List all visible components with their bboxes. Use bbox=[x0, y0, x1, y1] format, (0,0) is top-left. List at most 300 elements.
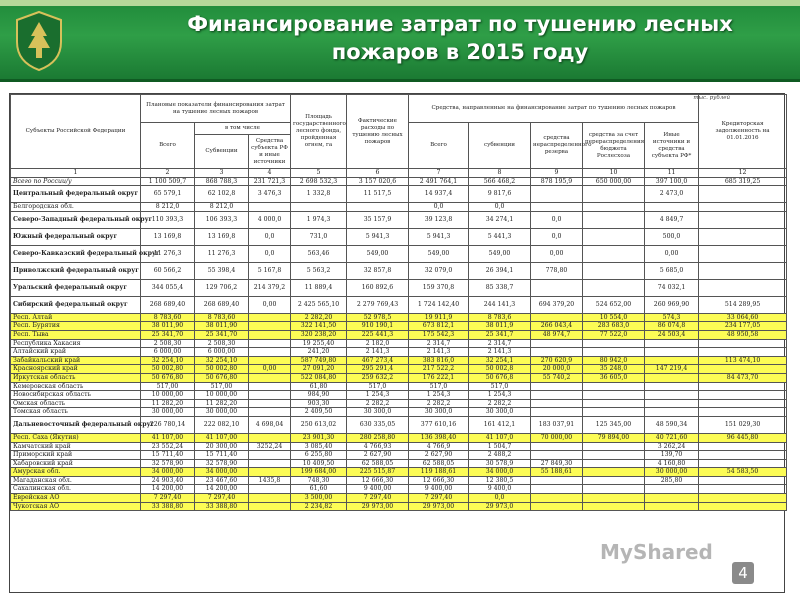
table-cell bbox=[583, 245, 645, 262]
column-number-row bbox=[11, 169, 787, 178]
table-row bbox=[11, 228, 787, 245]
table-cell bbox=[583, 339, 645, 348]
table-cell bbox=[699, 391, 787, 400]
column-number: 6 bbox=[347, 169, 409, 178]
table-cell: 11 276,3 bbox=[195, 245, 249, 262]
table-cell: 27 091,20 bbox=[291, 365, 347, 374]
table-cell: 113 474,10 bbox=[699, 356, 787, 365]
row-subject-name: Центральный федеральный округ bbox=[11, 186, 141, 203]
table-cell: 2 491 764,1 bbox=[409, 177, 469, 186]
table-cell: 23 901,30 bbox=[291, 433, 347, 442]
table-cell bbox=[531, 451, 583, 460]
table-cell: 25 341,70 bbox=[195, 330, 249, 339]
table-cell bbox=[249, 399, 291, 408]
table-cell bbox=[699, 494, 787, 503]
table-cell bbox=[249, 356, 291, 365]
watermark-logo: MyShared bbox=[600, 540, 713, 564]
table-cell: 1 254,3 bbox=[409, 391, 469, 400]
table-cell: 34 000,0 bbox=[469, 468, 531, 477]
page-number: 4 bbox=[732, 562, 754, 584]
table-cell: 30 300,0 bbox=[469, 408, 531, 417]
table-cell: 903,30 bbox=[291, 399, 347, 408]
col-subvention: Субвенции bbox=[195, 135, 249, 169]
table-cell: 2 282,2 bbox=[409, 399, 469, 408]
slide-title-line-1: Финансирование затрат по тушению лесных bbox=[187, 12, 733, 36]
table-cell bbox=[645, 502, 699, 511]
table-cell: 84 473,70 bbox=[699, 373, 787, 382]
table-cell: 29 973,0 bbox=[469, 502, 531, 511]
table-cell: 574,3 bbox=[645, 313, 699, 322]
table-cell: 517,0 bbox=[347, 382, 409, 391]
table-cell: 55 188,61 bbox=[531, 468, 583, 477]
table-cell bbox=[645, 356, 699, 365]
table-cell: 14 200,00 bbox=[141, 485, 195, 494]
table-cell: 41 107,00 bbox=[195, 433, 249, 442]
slide-header bbox=[0, 0, 800, 82]
table-cell: 23 467,60 bbox=[195, 476, 249, 485]
table-cell: 0,0 bbox=[469, 203, 531, 212]
table-cell: 14 200,00 bbox=[195, 485, 249, 494]
table-cell: 23 552,24 bbox=[141, 442, 195, 451]
table-cell: 70 000,00 bbox=[531, 433, 583, 442]
table-cell: 13 169,8 bbox=[141, 228, 195, 245]
row-subject-name: Респ. Тыва bbox=[11, 330, 141, 339]
table-row bbox=[11, 313, 787, 322]
table-cell: 159 370,8 bbox=[409, 279, 469, 296]
table-cell: 2 425 565,10 bbox=[291, 296, 347, 313]
table-cell: 32 079,0 bbox=[409, 262, 469, 279]
row-subject-name: Приволжский федеральный округ bbox=[11, 262, 141, 279]
table-cell: 52 978,5 bbox=[347, 313, 409, 322]
table-row bbox=[11, 433, 787, 442]
table-cell: 6 000,00 bbox=[141, 348, 195, 357]
table-cell: 60 566,2 bbox=[141, 262, 195, 279]
table-cell: 32 578,90 bbox=[141, 459, 195, 468]
table-cell: 183 037,91 bbox=[531, 416, 583, 433]
table-cell bbox=[531, 502, 583, 511]
table-row bbox=[11, 494, 787, 503]
col-total: Всего bbox=[141, 123, 195, 169]
table-cell: 2 698 532,3 bbox=[291, 177, 347, 186]
table-cell: 34 000,00 bbox=[195, 468, 249, 477]
table-cell: 8 212,0 bbox=[195, 203, 249, 212]
row-subject-name: Всего по России/у bbox=[11, 177, 141, 186]
table-cell: 2 473,0 bbox=[645, 186, 699, 203]
table-cell: 5 167,8 bbox=[249, 262, 291, 279]
table-cell bbox=[583, 502, 645, 511]
table-cell: 38 011,90 bbox=[195, 322, 249, 331]
table-cell bbox=[583, 382, 645, 391]
table-cell: 910 190,1 bbox=[347, 322, 409, 331]
table-cell: 549,00 bbox=[469, 245, 531, 262]
table-cell: 6 255,80 bbox=[291, 451, 347, 460]
table-cell: 10 554,0 bbox=[583, 313, 645, 322]
table-cell: 27 849,30 bbox=[531, 459, 583, 468]
table-row bbox=[11, 391, 787, 400]
table-cell: 30 000,00 bbox=[195, 408, 249, 417]
table-cell: 259 632,2 bbox=[347, 373, 409, 382]
table-cell bbox=[249, 330, 291, 339]
table-cell: 3 500,00 bbox=[291, 494, 347, 503]
finance-table-container bbox=[9, 93, 785, 593]
table-cell bbox=[249, 322, 291, 331]
table-cell: 467 273,4 bbox=[347, 356, 409, 365]
table-cell: 10 000,00 bbox=[141, 391, 195, 400]
table-cell: 80 942,0 bbox=[583, 356, 645, 365]
table-cell: 4 766,9 bbox=[409, 442, 469, 451]
table-cell: 5 941,3 bbox=[347, 228, 409, 245]
table-cell: 1 100 509,7 bbox=[141, 177, 195, 186]
table-cell bbox=[531, 279, 583, 296]
table-cell: 29 973,00 bbox=[347, 502, 409, 511]
column-number: 10 bbox=[583, 169, 645, 178]
table-cell bbox=[699, 262, 787, 279]
table-cell: 383 816,0 bbox=[409, 356, 469, 365]
table-cell bbox=[531, 382, 583, 391]
table-cell: 5 941,3 bbox=[409, 228, 469, 245]
table-row bbox=[11, 459, 787, 468]
table-cell: 868 788,3 bbox=[195, 177, 249, 186]
table-cell: 10 409,50 bbox=[291, 459, 347, 468]
table-cell: 673 812,1 bbox=[409, 322, 469, 331]
table-cell: 5 685,0 bbox=[645, 262, 699, 279]
col-spent-subvention: субвенции bbox=[469, 123, 531, 169]
table-cell: 0,0 bbox=[249, 228, 291, 245]
units-label: тыс. рублей bbox=[693, 95, 730, 101]
table-cell: 25 341,7 bbox=[469, 330, 531, 339]
table-row bbox=[11, 399, 787, 408]
table-cell: 1 332,8 bbox=[291, 186, 347, 203]
table-cell bbox=[531, 391, 583, 400]
row-subject-name: Северо-Кавказский федеральный округ bbox=[11, 245, 141, 262]
table-cell: 1 254,3 bbox=[347, 391, 409, 400]
table-row bbox=[11, 416, 787, 433]
table-cell: 225 515,87 bbox=[347, 468, 409, 477]
row-subject-name: Омская область bbox=[11, 399, 141, 408]
table-cell: 119 188,61 bbox=[409, 468, 469, 477]
table-cell: 61,60 bbox=[291, 485, 347, 494]
table-cell: 32 578,90 bbox=[195, 459, 249, 468]
table-row bbox=[11, 177, 787, 186]
table-cell: 11 282,20 bbox=[141, 399, 195, 408]
table-row bbox=[11, 279, 787, 296]
table-cell bbox=[531, 339, 583, 348]
table-cell: 79 894,00 bbox=[583, 433, 645, 442]
table-cell: 241,20 bbox=[291, 348, 347, 357]
table-cell bbox=[583, 211, 645, 228]
row-subject-name: Алтайский край bbox=[11, 348, 141, 357]
table-cell: 587 749,80 bbox=[291, 356, 347, 365]
table-cell: 36 605,0 bbox=[583, 373, 645, 382]
table-cell: 9 817,6 bbox=[469, 186, 531, 203]
table-cell: 0,00 bbox=[531, 245, 583, 262]
row-subject-name: Новосибирская область bbox=[11, 391, 141, 400]
table-cell: 61,80 bbox=[291, 382, 347, 391]
table-cell bbox=[249, 373, 291, 382]
table-cell: 285,80 bbox=[645, 476, 699, 485]
table-cell: 244 141,3 bbox=[469, 296, 531, 313]
table-cell bbox=[699, 442, 787, 451]
table-cell: 50 676,8 bbox=[469, 373, 531, 382]
table-cell: 48 950,58 bbox=[699, 330, 787, 339]
row-subject-name: Северо-Западный федеральный округ bbox=[11, 211, 141, 228]
table-cell: 1 724 142,40 bbox=[409, 296, 469, 313]
table-cell: 136 398,40 bbox=[409, 433, 469, 442]
table-row bbox=[11, 330, 787, 339]
column-number: 11 bbox=[645, 169, 699, 178]
table-cell: 35 157,9 bbox=[347, 211, 409, 228]
row-subject-name: Дальневосточный федеральный округ bbox=[11, 416, 141, 433]
table-cell bbox=[583, 399, 645, 408]
table-cell: 139,70 bbox=[645, 451, 699, 460]
table-cell: 4 849,7 bbox=[645, 211, 699, 228]
table-cell: 85 338,7 bbox=[469, 279, 531, 296]
table-cell: 231 721,3 bbox=[249, 177, 291, 186]
table-cell: 34 000,00 bbox=[141, 468, 195, 477]
col-spent-total: Всего bbox=[409, 123, 469, 169]
table-cell bbox=[699, 245, 787, 262]
table-row bbox=[11, 203, 787, 212]
table-cell: 2 282,20 bbox=[291, 313, 347, 322]
table-cell bbox=[249, 313, 291, 322]
table-cell: 147 219,4 bbox=[645, 365, 699, 374]
table-cell bbox=[347, 203, 409, 212]
table-cell: 11 282,20 bbox=[195, 399, 249, 408]
table-cell bbox=[583, 468, 645, 477]
col-debt: Кредиторская задолженность на 01.01.2016 bbox=[699, 95, 787, 169]
table-cell: 14 937,4 bbox=[409, 186, 469, 203]
table-cell bbox=[583, 442, 645, 451]
table-cell: 176 222,1 bbox=[409, 373, 469, 382]
table-cell: 222 082,10 bbox=[195, 416, 249, 433]
table-cell: 500,0 bbox=[645, 228, 699, 245]
table-cell: 77 522,0 bbox=[583, 330, 645, 339]
table-cell: 125 345,00 bbox=[583, 416, 645, 433]
table-cell bbox=[531, 399, 583, 408]
table-cell: 86 074,8 bbox=[645, 322, 699, 331]
table-cell: 250 613,02 bbox=[291, 416, 347, 433]
column-number: 1 bbox=[11, 169, 141, 178]
table-cell: 517,0 bbox=[409, 382, 469, 391]
row-subject-name: Респ. Бурятия bbox=[11, 322, 141, 331]
column-number: 8 bbox=[469, 169, 531, 178]
table-cell: 1 504,7 bbox=[469, 442, 531, 451]
table-cell bbox=[583, 494, 645, 503]
col-other: Иные источники и средства субъекта РФ* bbox=[645, 123, 699, 169]
table-cell bbox=[699, 476, 787, 485]
table-cell: 2 141,3 bbox=[469, 348, 531, 357]
row-subject-name: Приморский край bbox=[11, 451, 141, 460]
table-cell: 55 740,2 bbox=[531, 373, 583, 382]
row-subject-name: Амурская обл. bbox=[11, 468, 141, 477]
table-cell: 524 652,00 bbox=[583, 296, 645, 313]
table-cell: 984,90 bbox=[291, 391, 347, 400]
column-number: 12 bbox=[699, 169, 787, 178]
table-cell: 2 141,3 bbox=[409, 348, 469, 357]
table-cell bbox=[249, 451, 291, 460]
table-cell: 10 000,00 bbox=[195, 391, 249, 400]
table-cell: 522 084,80 bbox=[291, 373, 347, 382]
table-cell bbox=[699, 211, 787, 228]
row-subject-name: Чукотская АО bbox=[11, 502, 141, 511]
table-cell: 8 783,60 bbox=[141, 313, 195, 322]
table-row bbox=[11, 339, 787, 348]
table-cell: 26 394,1 bbox=[469, 262, 531, 279]
table-cell bbox=[291, 203, 347, 212]
table-cell bbox=[583, 186, 645, 203]
table-cell bbox=[249, 468, 291, 477]
table-cell: 8 212,0 bbox=[141, 203, 195, 212]
table-cell: 9 400,00 bbox=[347, 485, 409, 494]
table-cell: 344 055,4 bbox=[141, 279, 195, 296]
table-cell: 12 666,30 bbox=[347, 476, 409, 485]
row-subject-name: Респ. Саха (Якутия) bbox=[11, 433, 141, 442]
table-cell: 225 441,3 bbox=[347, 330, 409, 339]
table-cell: 11 517,5 bbox=[347, 186, 409, 203]
table-cell: 48 974,7 bbox=[531, 330, 583, 339]
table-cell bbox=[645, 382, 699, 391]
column-number: 5 bbox=[291, 169, 347, 178]
table-cell: 11 276,3 bbox=[141, 245, 195, 262]
table-cell: 2 314,7 bbox=[409, 339, 469, 348]
table-cell bbox=[249, 502, 291, 511]
table-cell: 160 892,6 bbox=[347, 279, 409, 296]
table-row bbox=[11, 451, 787, 460]
table-cell: 3 085,40 bbox=[291, 442, 347, 451]
row-subject-name: Уральский федеральный округ bbox=[11, 279, 141, 296]
table-cell bbox=[531, 494, 583, 503]
table-cell: 29 973,00 bbox=[409, 502, 469, 511]
table-cell: 566 468,2 bbox=[469, 177, 531, 186]
table-cell bbox=[583, 279, 645, 296]
table-cell: 2 508,30 bbox=[141, 339, 195, 348]
table-cell: 7 297,40 bbox=[409, 494, 469, 503]
table-cell: 2 488,2 bbox=[469, 451, 531, 460]
table-cell: 151 029,30 bbox=[699, 416, 787, 433]
table-cell: 2 627,90 bbox=[347, 451, 409, 460]
table-cell bbox=[583, 408, 645, 417]
table-row bbox=[11, 356, 787, 365]
table-cell: 563,46 bbox=[291, 245, 347, 262]
row-subject-name: Магаданская обл. bbox=[11, 476, 141, 485]
table-cell: 778,80 bbox=[531, 262, 583, 279]
table-cell: 11 889,4 bbox=[291, 279, 347, 296]
table-cell: 9 400,00 bbox=[409, 485, 469, 494]
table-cell: 377 610,16 bbox=[409, 416, 469, 433]
table-cell: 2 314,7 bbox=[469, 339, 531, 348]
header-stripe bbox=[0, 0, 800, 6]
table-cell bbox=[531, 313, 583, 322]
col-subject-funds: Средства субъекта РФ и иные источники bbox=[249, 135, 291, 169]
column-number: 9 bbox=[531, 169, 583, 178]
table-cell: 280 258,80 bbox=[347, 433, 409, 442]
table-cell: 2 627,90 bbox=[409, 451, 469, 460]
table-cell bbox=[699, 399, 787, 408]
table-cell: 226 780,14 bbox=[141, 416, 195, 433]
table-cell: 12 666,30 bbox=[409, 476, 469, 485]
table-cell bbox=[531, 442, 583, 451]
table-cell: 217 522,2 bbox=[409, 365, 469, 374]
table-cell: 32 254,10 bbox=[141, 356, 195, 365]
col-subject: Субъекты Российской Федерации bbox=[11, 95, 141, 169]
table-cell: 517,00 bbox=[195, 382, 249, 391]
table-cell: 517,00 bbox=[141, 382, 195, 391]
table-cell bbox=[645, 408, 699, 417]
table-cell: 129 706,2 bbox=[195, 279, 249, 296]
table-cell: 32 254,1 bbox=[469, 356, 531, 365]
table-row bbox=[11, 211, 787, 228]
table-cell: 62 588,05 bbox=[409, 459, 469, 468]
table-cell: 175 542,3 bbox=[409, 330, 469, 339]
table-row bbox=[11, 373, 787, 382]
table-cell bbox=[249, 494, 291, 503]
table-cell: 30 000,00 bbox=[141, 408, 195, 417]
table-cell bbox=[699, 365, 787, 374]
table-cell: 0,0 bbox=[249, 245, 291, 262]
col-redistribution: средства за счет перераспределения бюджета Рослесхоза bbox=[583, 123, 645, 169]
table-cell: 40 721,60 bbox=[645, 433, 699, 442]
table-cell bbox=[699, 279, 787, 296]
table-cell: 4 698,04 bbox=[249, 416, 291, 433]
col-actual: Фактические расходы по тушению лесных пожаров bbox=[347, 95, 409, 169]
table-cell: 2 279 769,43 bbox=[347, 296, 409, 313]
table-cell: 878 195,9 bbox=[531, 177, 583, 186]
table-cell: 30 000,00 bbox=[645, 468, 699, 477]
forestry-emblem-icon bbox=[14, 10, 64, 72]
table-row bbox=[11, 296, 787, 313]
table-cell: 38 011,90 bbox=[141, 322, 195, 331]
table-cell: 12 380,5 bbox=[469, 476, 531, 485]
table-cell: 5 441,3 bbox=[469, 228, 531, 245]
table-cell: 3 262,24 bbox=[645, 442, 699, 451]
slide-title-line-2: пожаров в 2015 году bbox=[331, 40, 589, 64]
table-row bbox=[11, 408, 787, 417]
table-cell bbox=[583, 391, 645, 400]
table-cell: 19 911,9 bbox=[409, 313, 469, 322]
table-cell: 295 291,4 bbox=[347, 365, 409, 374]
table-row bbox=[11, 322, 787, 331]
table-cell bbox=[531, 203, 583, 212]
table-cell: 2 282,2 bbox=[469, 399, 531, 408]
table-cell: 3252,24 bbox=[249, 442, 291, 451]
col-area: Площадь государственного лесного фонда, пройденная огнем, га bbox=[291, 95, 347, 169]
finance-table-body bbox=[11, 177, 787, 511]
table-cell bbox=[249, 339, 291, 348]
table-cell: 19 255,40 bbox=[291, 339, 347, 348]
table-cell: 4 000,0 bbox=[249, 211, 291, 228]
table-cell: 268 689,40 bbox=[195, 296, 249, 313]
table-cell: 30 578,9 bbox=[469, 459, 531, 468]
row-subject-name: Кемеровская область bbox=[11, 382, 141, 391]
table-row bbox=[11, 468, 787, 477]
table-cell: 0,0 bbox=[469, 494, 531, 503]
col-planned-group: Плановые показатели финансирования затрат на тушение лесных пожаров bbox=[141, 95, 291, 123]
table-cell: 1 254,3 bbox=[469, 391, 531, 400]
row-subject-name: Забайкальский край bbox=[11, 356, 141, 365]
table-cell: 96 445,80 bbox=[699, 433, 787, 442]
table-cell bbox=[699, 228, 787, 245]
table-cell: 0,00 bbox=[645, 245, 699, 262]
table-cell: 50 002,80 bbox=[141, 365, 195, 374]
table-row bbox=[11, 245, 787, 262]
table-cell: 260 969,90 bbox=[645, 296, 699, 313]
table-cell: 8 783,60 bbox=[195, 313, 249, 322]
table-cell: 7 297,40 bbox=[347, 494, 409, 503]
table-cell bbox=[531, 348, 583, 357]
table-cell: 397 100,0 bbox=[645, 177, 699, 186]
table-cell: 7 297,40 bbox=[195, 494, 249, 503]
table-row bbox=[11, 502, 787, 511]
